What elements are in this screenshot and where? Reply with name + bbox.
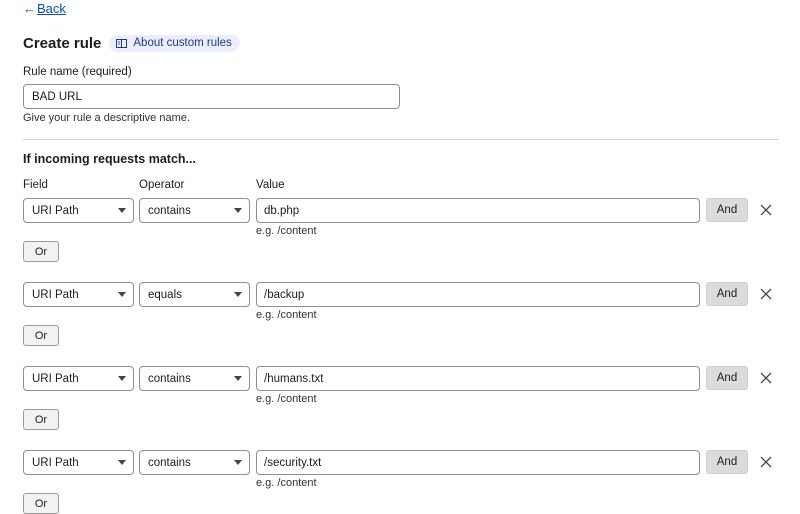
value-example: e.g. /content [256, 309, 317, 321]
rule-name-input[interactable] [23, 84, 400, 109]
operator-select-value: contains [148, 372, 191, 385]
operator-select[interactable] [139, 366, 250, 391]
book-icon [116, 39, 127, 48]
caret-down-icon [234, 208, 242, 213]
value-input[interactable] [256, 366, 700, 391]
operator-column-header: Operator [139, 179, 185, 191]
caret-down-icon [118, 292, 126, 297]
close-icon[interactable] [759, 287, 773, 301]
field-select[interactable] [23, 198, 134, 223]
operator-select-value: contains [148, 456, 191, 469]
back-link[interactable] [23, 1, 66, 16]
field-select[interactable] [23, 366, 134, 391]
value-column-header: Value [256, 179, 285, 191]
value-input[interactable] [256, 198, 700, 223]
field-select[interactable] [23, 282, 134, 307]
match-section-title: If incoming requests match... [23, 152, 196, 166]
value-input[interactable] [256, 282, 700, 307]
and-button[interactable]: And [706, 450, 748, 474]
value-input[interactable] [256, 450, 700, 475]
field-select-value: URI Path [32, 288, 79, 301]
title-row [23, 35, 240, 52]
value-example: e.g. /content [256, 393, 317, 405]
close-icon[interactable] [759, 371, 773, 385]
operator-select[interactable] [139, 450, 250, 475]
or-button[interactable]: Or [23, 325, 59, 346]
and-button[interactable]: And [706, 282, 748, 306]
and-button[interactable]: And [706, 366, 748, 390]
rule-name-label: Rule name (required) [23, 66, 132, 78]
or-button[interactable]: Or [23, 493, 59, 514]
about-custom-rules-link[interactable] [109, 35, 239, 52]
or-button[interactable]: Or [23, 409, 59, 430]
caret-down-icon [234, 376, 242, 381]
back-arrow-icon: ← [23, 1, 36, 16]
or-button[interactable]: Or [23, 241, 59, 262]
caret-down-icon [118, 376, 126, 381]
operator-select[interactable] [139, 198, 250, 223]
close-icon[interactable] [759, 203, 773, 217]
page-title: Create rule [23, 35, 102, 52]
operator-select-value: contains [148, 204, 191, 217]
operator-select[interactable] [139, 282, 250, 307]
value-example: e.g. /content [256, 477, 317, 489]
operator-select-value: equals [148, 288, 182, 301]
caret-down-icon [234, 292, 242, 297]
value-example: e.g. /content [256, 225, 317, 237]
close-icon[interactable] [759, 455, 773, 469]
caret-down-icon [118, 208, 126, 213]
about-custom-rules-label: About custom rules [133, 37, 232, 49]
field-column-header: Field [23, 179, 48, 191]
field-select[interactable] [23, 450, 134, 475]
field-select-value: URI Path [32, 204, 79, 217]
caret-down-icon [234, 460, 242, 465]
and-button[interactable]: And [706, 198, 748, 222]
caret-down-icon [118, 460, 126, 465]
rule-name-help: Give your rule a descriptive name. [23, 112, 190, 124]
field-select-value: URI Path [32, 372, 79, 385]
section-divider [23, 139, 778, 140]
field-select-value: URI Path [32, 456, 79, 469]
back-link-label: Back [37, 1, 66, 16]
